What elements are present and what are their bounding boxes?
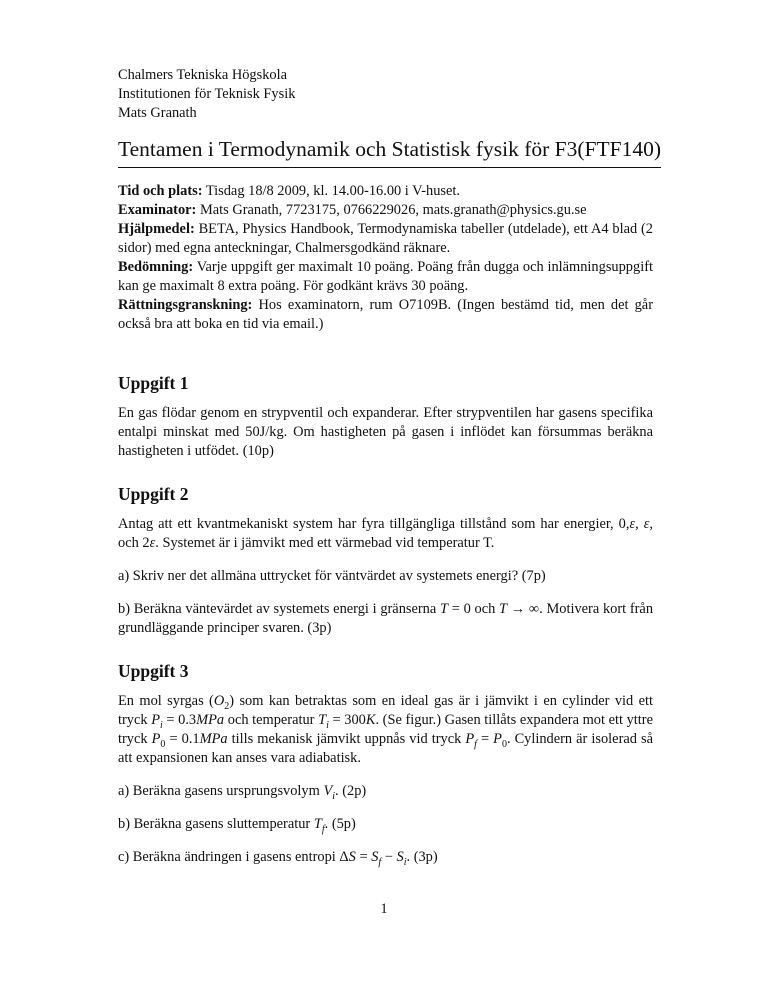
problem-1-heading: Uppgift 1 [118, 373, 189, 393]
problem-3-heading: Uppgift 3 [118, 661, 189, 681]
math-sub: f [321, 823, 325, 835]
aids [118, 220, 653, 258]
problem-2-heading: Uppgift 2 [118, 484, 189, 504]
math-S: S [348, 849, 356, 865]
math-S: S [371, 849, 379, 865]
math-sub: i [332, 790, 336, 802]
examiner-value: Mats Granath, 7723175, 0766229026, mats.granath@physics.gu.se [199, 202, 587, 218]
p3-text: En mol syrgas ( [118, 693, 214, 709]
page-number: 1 [380, 901, 388, 917]
math-sub: f [474, 738, 477, 750]
math-P: P [465, 731, 475, 747]
p3-text: . Cylindern är isolerad så att expansionen kan anses vara adiabatisk. [118, 731, 653, 766]
university-name: Chalmers Tekniska Högskola [118, 67, 287, 83]
grading-value: Varje uppgift ger maximalt 10 poäng. Poäng från dugga och inlämningsuppgift kan ge maximalt 8 extra poäng. För godkänt krävs 30 poäng. [118, 259, 653, 294]
author-name: Mats Granath [118, 105, 197, 121]
examiner-label: Examinator: [118, 202, 197, 218]
intro-text: och 2 [118, 535, 150, 551]
part-a-text: . (2p) [335, 783, 367, 799]
math-P: P [151, 731, 161, 747]
math-T: T [499, 601, 508, 617]
problem-3-part-c [118, 848, 653, 867]
part-b-text: och [474, 601, 496, 617]
department-name: Institutionen för Teknisk Fysik [118, 86, 296, 102]
time-label: Tid och plats: [118, 183, 203, 199]
header [118, 66, 653, 123]
math-unit: K [365, 712, 376, 728]
epsilon: ε [149, 535, 156, 551]
problem-2-intro [118, 515, 653, 553]
math-infinity: → ∞ [510, 601, 540, 617]
math-sub: f [378, 856, 382, 868]
problem-2-part-b [118, 600, 653, 638]
math-P: P [493, 731, 502, 747]
math-sub: 0 [501, 738, 507, 750]
aids-value: BETA, Physics Handbook, Termodynamiska tabeller (utdelade), ett A4 blad (2 sidor) med egna anteckningar, Chalmersgodkänd räknare. [118, 221, 653, 256]
math-sub: i [403, 856, 407, 868]
math-S: S [396, 849, 404, 865]
part-b-text: b) Beräkna gasens sluttemperatur [118, 816, 311, 832]
math-minus: − [384, 849, 393, 865]
math-sub: 0 [160, 738, 166, 750]
time-and-place [118, 182, 653, 201]
p3-text: tills mekanisk jämvikt uppnås vid tryck [231, 731, 462, 747]
problem-3 [118, 660, 653, 867]
math-sub: i [160, 719, 163, 731]
p3-text: = 0.1 [169, 731, 200, 747]
p3-text: och temperatur [227, 712, 315, 728]
part-b-text: . Motivera kort från grundläggande principer svaren. (3p) [118, 601, 654, 636]
review [118, 296, 653, 334]
part-b-text: . (5p) [324, 816, 356, 832]
math-T: T [440, 601, 449, 617]
problem-1 [118, 372, 653, 461]
intro-text: . Systemet är i jämvikt med ett värmebad vid temperatur T. [155, 535, 495, 551]
math-sub: 2 [224, 700, 230, 712]
part-b-text: b) Beräkna väntevärdet av systemets energi i gränserna [118, 601, 437, 617]
math-O: O [213, 693, 225, 709]
math-T: T [318, 712, 327, 728]
problem-3-part-a [118, 782, 653, 801]
p3-text: ) som kan betraktas som en ideal gas är i jämvikt i en cylinder vid ett tryck [118, 693, 653, 728]
math-unit: MPa [196, 712, 225, 728]
grading-label: Bedömning: [118, 259, 194, 275]
math-unit: MPa [199, 731, 228, 747]
grading [118, 258, 653, 296]
p3-text: = 0.3 [166, 712, 197, 728]
math-V: V [323, 783, 333, 799]
math-eq: = [480, 731, 490, 747]
math-eq: = [359, 849, 368, 865]
part-c-text: . (3p) [406, 849, 438, 865]
problem-3-part-b [118, 815, 653, 834]
math-sub: i [326, 719, 329, 731]
aids-label: Hjälpmedel: [118, 221, 195, 237]
document-page [118, 66, 662, 868]
exam-info [118, 182, 653, 334]
problem-2 [118, 483, 653, 638]
review-label: Rättningsgranskning: [118, 297, 253, 313]
problem-2-part-a: a) Skriv ner det allmäna uttrycket för väntvärdet av systemets energi? (7p) [118, 568, 546, 584]
p3-text: . (Se figur.) Gasen tillåts expandera mot ett yttre tryck [118, 712, 653, 747]
exam-title: Tentamen i Termodynamik och Statistisk fysik för F3(FTF140) [118, 136, 661, 168]
problem-3-intro [118, 692, 653, 768]
examiner [118, 201, 653, 220]
problem-1-text: En gas flödar genom en strypventil och expanderar. Efter strypventilen har gasens specifika entalpi minskat med 50J/kg. Om hastigheten på gasen i inflödet kan försummas beräkna hastigheten i utfödet. (10p) [118, 405, 653, 459]
epsilon: ε, [643, 516, 653, 532]
math-P: P [151, 712, 160, 728]
time-value: Tisdag 18/8 2009, kl. 14.00-16.00 i V-huset. [205, 183, 460, 199]
epsilon: ε, [629, 516, 639, 532]
part-c-text: c) Beräkna ändringen i gasens entropi Δ [118, 849, 349, 865]
p3-text: = 300 [332, 712, 366, 728]
intro-text: Antag att ett kvantmekaniskt system har fyra tillgängliga tillstånd som har energier, 0, [118, 516, 630, 532]
part-a-text: a) Beräkna gasens ursprungsvolym [118, 783, 320, 799]
math-T: T [313, 816, 322, 832]
review-value: Hos examinatorn, rum O7109B. (Ingen bestämd tid, men det går också bra att boka en tid via email.) [118, 297, 653, 332]
math-eq: = 0 [451, 601, 471, 617]
